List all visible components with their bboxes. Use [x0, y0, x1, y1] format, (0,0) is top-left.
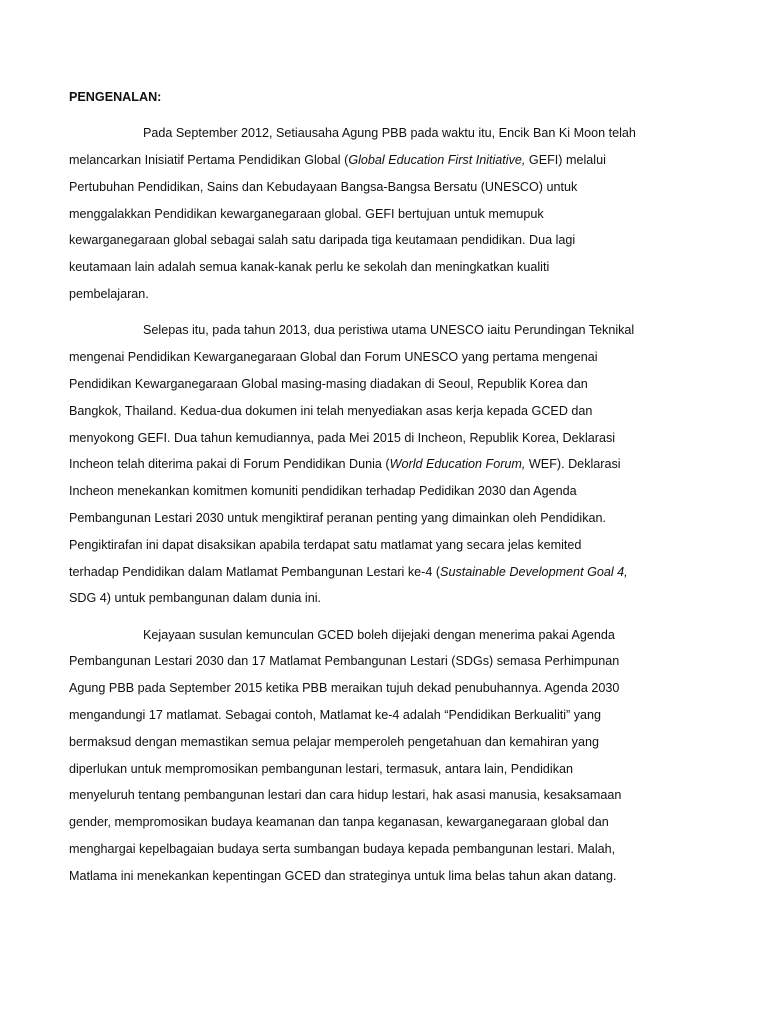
- text-segment: diperlukan untuk mempromosikan pembangunan lestari, termasuk, antara lain, Pendidikan: [69, 761, 574, 776]
- text-line: [69, 532, 701, 559]
- text-segment: WEF). Deklarasi: [525, 457, 621, 472]
- text-segment: pembelajaran.: [69, 287, 149, 302]
- text-segment: SDG 4) untuk pembangunan dalam dunia ini.: [69, 591, 322, 606]
- text-line: [69, 702, 701, 729]
- text-segment: Bangkok, Thailand. Kedua-dua dokumen ini telah menyediakan asas kerja kepada GCED dan: [69, 403, 593, 418]
- text-segment: Pembangunan Lestari 2030 dan 17 Matlamat Pembangunan Lestari (SDGs) semasa Perhimpunan: [69, 654, 620, 669]
- italic-text: World Education Forum,: [389, 457, 526, 472]
- text-line: [69, 559, 701, 586]
- text-line: [69, 756, 701, 783]
- text-line: [69, 344, 701, 371]
- text-segment: menyokong GEFI. Dua tahun kemudiannya, pada Mei 2015 di Incheon, Republik Korea, Deklarasi: [69, 430, 616, 445]
- paragraph-list: [69, 120, 701, 889]
- text-segment: terhadap Pendidikan dalam Matlamat Pembangunan Lestari ke-4 (: [69, 564, 441, 579]
- text-line: [69, 478, 701, 505]
- text-line: [69, 622, 701, 649]
- text-segment: Kejayaan susulan kemunculan GCED boleh dijejaki dengan menerima pakai Agenda: [143, 627, 615, 642]
- text-segment: menggalakkan Pendidikan kewarganegaraan global. GEFI bertujuan untuk memupuk: [69, 206, 544, 221]
- text-segment: Incheon telah diterima pakai di Forum Pendidikan Dunia (: [69, 457, 390, 472]
- text-line: [69, 317, 701, 344]
- text-line: [69, 201, 701, 228]
- text-line: [69, 836, 701, 863]
- text-segment: Pendidikan Kewarganegaraan Global masing-masing diadakan di Seoul, Republik Korea dan: [69, 376, 588, 391]
- text-line: [69, 227, 701, 254]
- text-line: [69, 174, 701, 201]
- text-segment: Pertubuhan Pendidikan, Sains dan Kebudayaan Bangsa-Bangsa Bersatu (UNESCO) untuk: [69, 179, 578, 194]
- text-line: [69, 281, 701, 308]
- text-line: [69, 451, 701, 478]
- text-segment: gender, mempromosikan budaya keamanan dan tanpa keganasan, kewarganegaraan global dan: [69, 815, 609, 830]
- document-body: [69, 84, 701, 890]
- text-segment: menyeluruh tentang pembangunan lestari dan cara hidup lestari, hak asasi manusia, kesaksamaan: [69, 788, 622, 803]
- text-segment: Agung PBB pada September 2015 ketika PBB meraikan tujuh dekad penubuhannya. Agenda 2030: [69, 681, 620, 696]
- italic-text: Sustainable Development Goal 4,: [440, 564, 628, 579]
- text-line: [69, 809, 701, 836]
- text-segment: keutamaan lain adalah semua kanak-kanak perlu ke sekolah dan meningkatkan kualiti: [69, 260, 550, 275]
- text-segment: kewarganegaraan global sebagai salah satu daripada tiga keutamaan pendidikan. Dua lagi: [69, 233, 576, 248]
- text-line: [69, 254, 701, 281]
- text-line: [69, 120, 701, 147]
- text-line: [69, 425, 701, 452]
- section-heading: PENGENALAN:: [69, 90, 162, 104]
- paragraph: [69, 120, 701, 308]
- text-segment: bermaksud dengan memastikan semua pelajar memperoleh pengetahuan dan kemahiran yang: [69, 734, 599, 749]
- italic-text: Global Education First Initiative,: [348, 153, 526, 168]
- text-line: [69, 147, 701, 174]
- text-segment: Matlama ini menekankan kepentingan GCED dan strateginya untuk lima belas tahun akan datang.: [69, 868, 617, 883]
- text-line: [69, 729, 701, 756]
- text-segment: mengandungi 17 matlamat. Sebagai contoh, Matlamat ke-4 adalah “Pendidikan Berkualiti” yang: [69, 708, 602, 723]
- text-line: [69, 782, 701, 809]
- text-segment: menghargai kepelbagaian budaya serta sumbangan budaya kepada pembangunan lestari. Malah,: [69, 842, 616, 857]
- text-line: [69, 585, 701, 612]
- text-segment: melancarkan Inisiatif Pertama Pendidikan Global (: [69, 153, 349, 168]
- text-line: [69, 371, 701, 398]
- text-segment: mengenai Pendidikan Kewarganegaraan Global dan Forum UNESCO yang pertama mengenai: [69, 350, 598, 365]
- text-segment: GEFI) melalui: [525, 153, 606, 168]
- text-line: [69, 675, 701, 702]
- text-segment: Pengiktirafan ini dapat disaksikan apabila terdapat satu matlamat yang secara jelas kemited: [69, 537, 582, 552]
- paragraph: [69, 622, 701, 890]
- text-line: [69, 505, 701, 532]
- text-segment: Incheon menekankan komitmen komuniti pendidikan terhadap Pedidikan 2030 dan Agenda: [69, 484, 577, 499]
- text-segment: Pembangunan Lestari 2030 untuk mengiktiraf peranan penting yang dimainkan oleh Pendidikan.: [69, 510, 607, 525]
- paragraph: [69, 317, 701, 612]
- text-line: [69, 398, 701, 425]
- text-line: [69, 863, 701, 890]
- text-segment: Pada September 2012, Setiausaha Agung PBB pada waktu itu, Encik Ban Ki Moon telah: [143, 126, 636, 141]
- text-line: [69, 648, 701, 675]
- text-segment: Selepas itu, pada tahun 2013, dua peristiwa utama UNESCO iaitu Perundingan Teknikal: [143, 323, 635, 338]
